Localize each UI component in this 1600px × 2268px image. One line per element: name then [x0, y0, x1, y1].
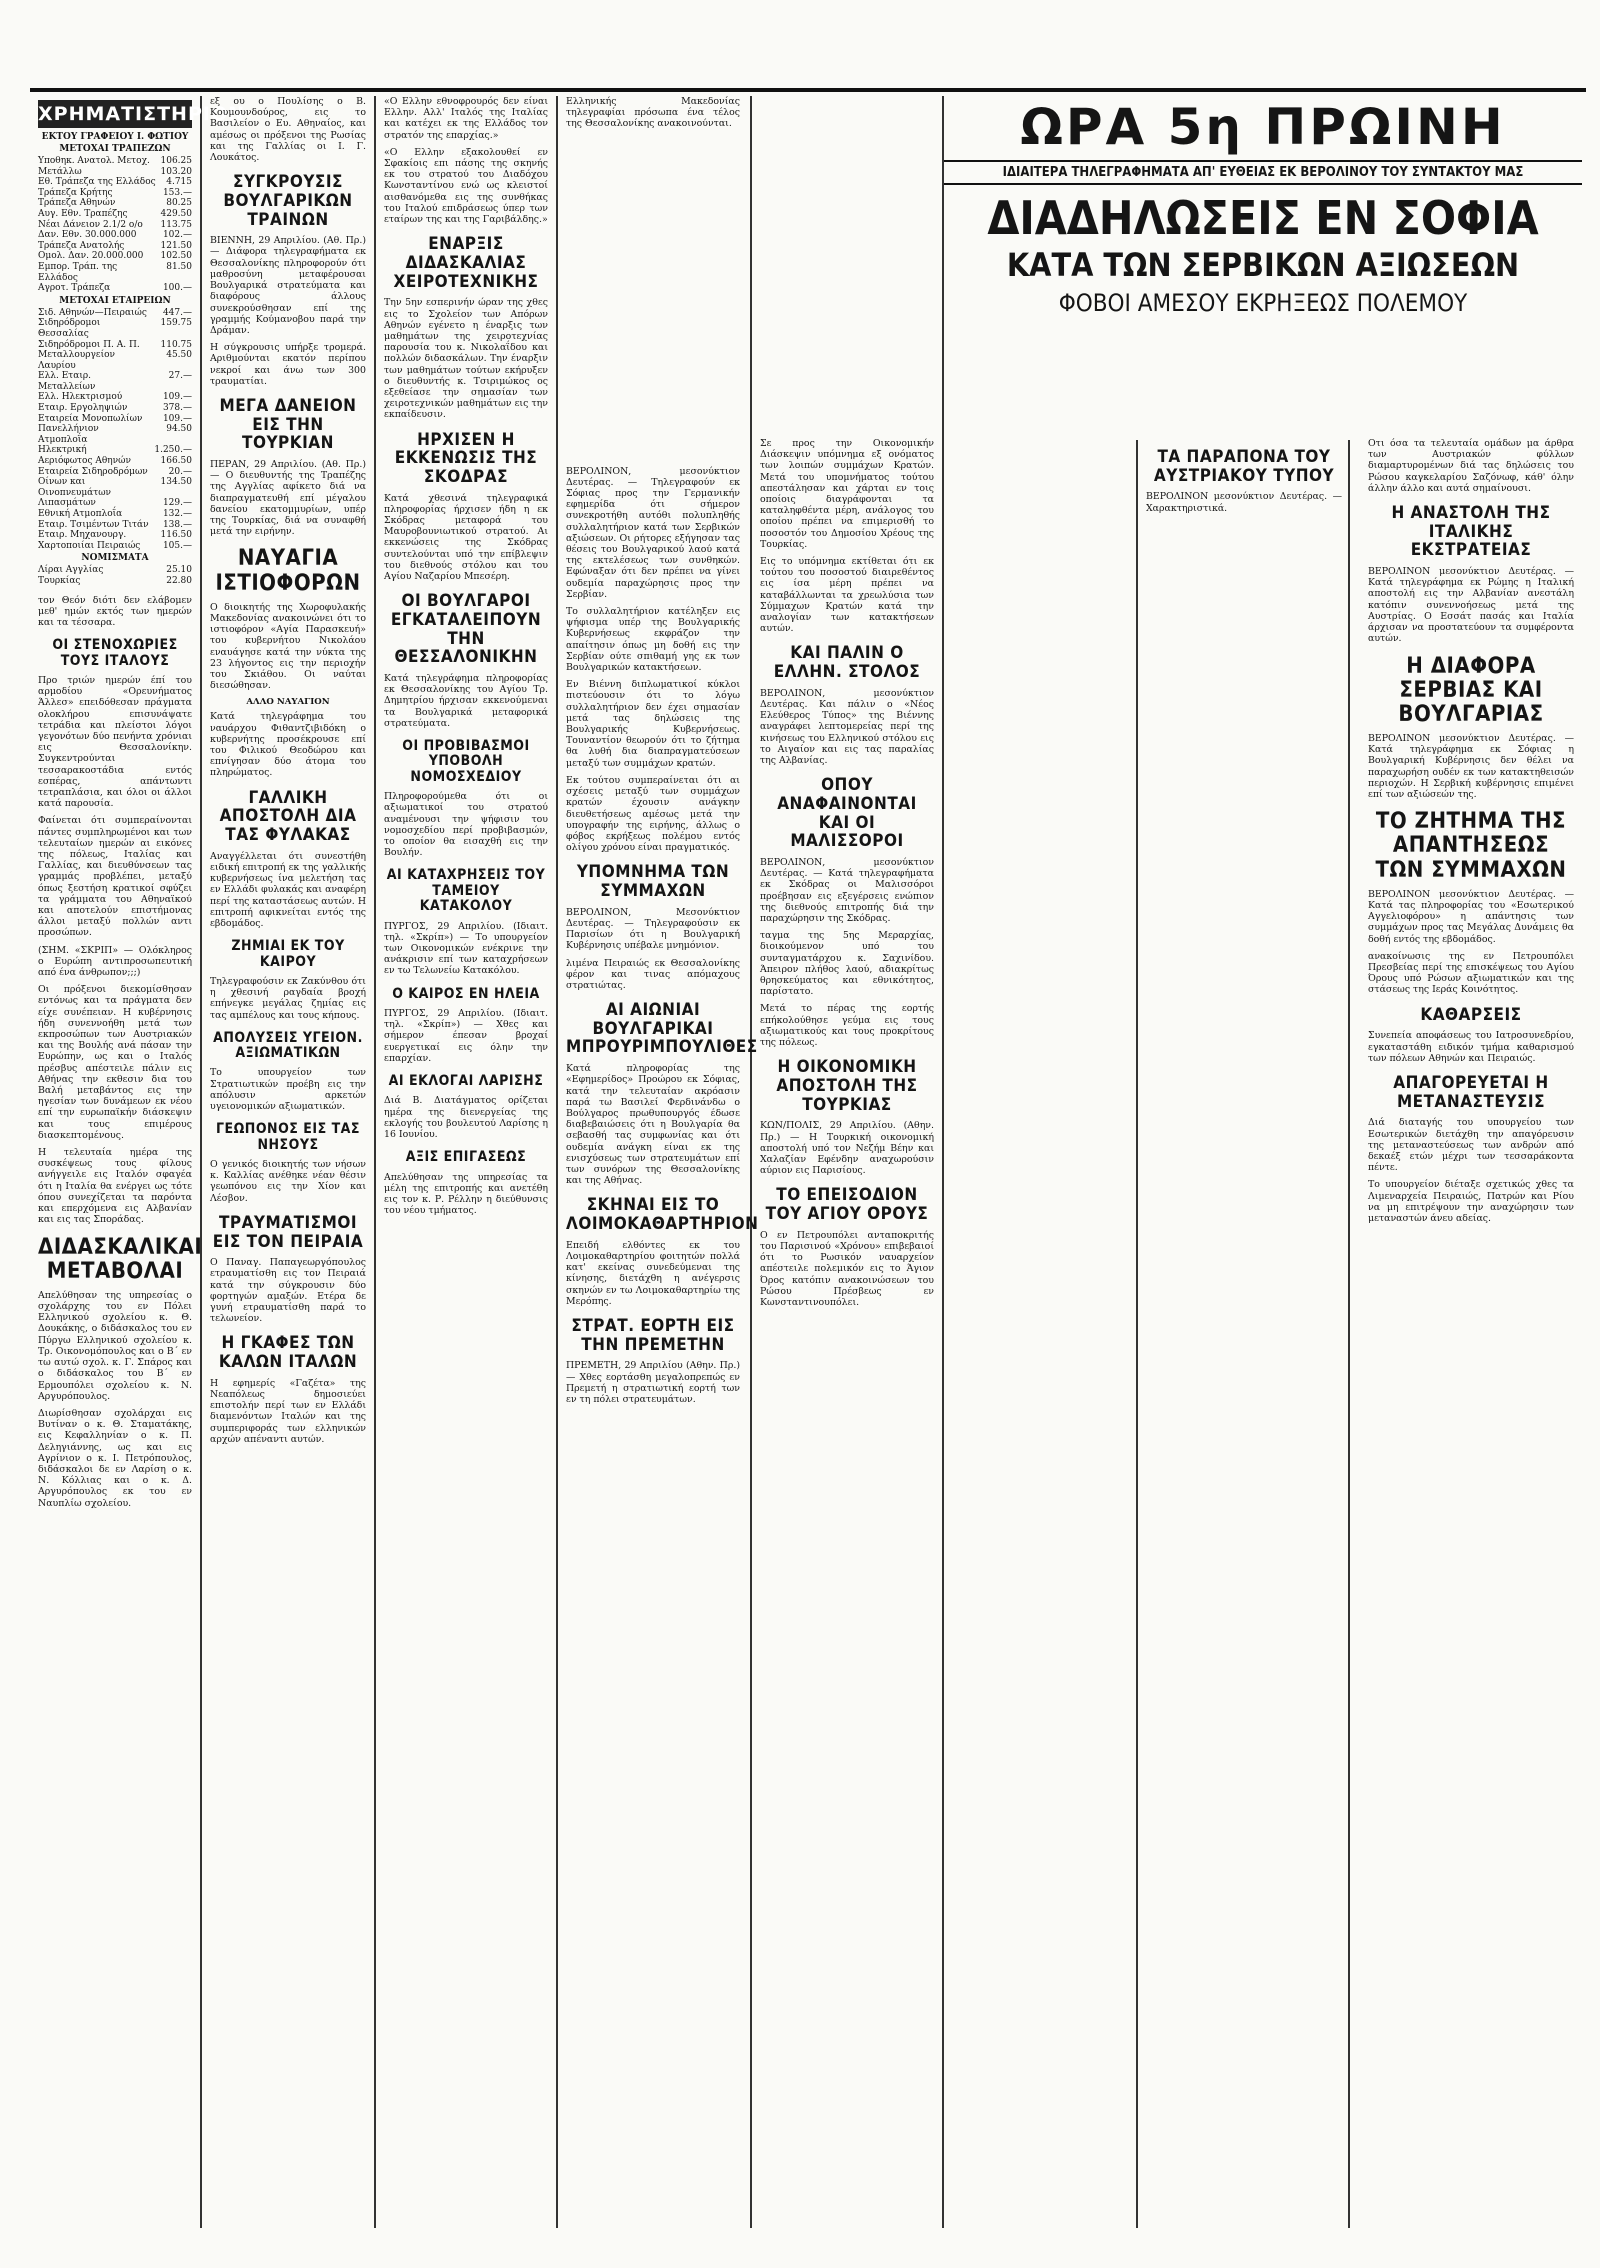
market-name: Μεταλλουργείον Λαυρίου	[38, 350, 115, 371]
subheading-other-wreck: ΑΛΛΟ ΝΑΥΑΓΙΟΝ	[246, 697, 330, 708]
market-price: 159.75	[160, 318, 192, 329]
market-row	[38, 230, 192, 241]
bank-shares-table	[38, 156, 192, 294]
article-text: «Ο Ελλην εξακολουθεί εν Σφακίοις επι πάσης της σκηνής εκ του στρατού του Διαδόχου Κωνσταντίνου ενώ ως κλειστοί αισθανόμεθα εις της συνθήκας του Ιταλού επιδράσεως ύπερ των εταίρων της και της Γαριβάλδης.»	[384, 146, 548, 226]
market-row	[38, 220, 192, 231]
article-text: Κατά χθεσινά τηλεγραφικά πληροφορίας ήρχισεν ήδη η εκ Σκόδρας μεταφορά του Μαυροβουνιωτικού στρατού. Αι εκκενώσεις της Σκόδρας συντελούνται υπό την επίβλεψιν του διεθνούς στόλου και του Αγίου Ναζαρίου Μπεσέρη.	[384, 492, 548, 583]
market-row	[38, 340, 192, 351]
market-price: 80.25	[166, 198, 192, 209]
exchange-title: ΧΡΗΜΑΤΙΣΤΗΡΙΟΝ	[38, 100, 192, 128]
headline-promotions: ΟΙ ΠΡΟΒΙΒΑΣΜΟΙ ΥΠΟΒΟΛΗ ΝΟΜΟΣΧΕΔΙΟΥ	[402, 737, 530, 785]
article-text: ΒΕΡΟΛΙΝΟΝ μεσονύκτιον Δευτέρας. — Κατά τηλεγράφημα εκ Σόφιας η Βουλγαρική Κυβέρνησις δεν θέλει να παραχωρήση ουδέν εκ των κατακτηθεισών περιοχών. Η Σερβική κυβέρνησις επιμένει επί των αξιώσεών της.	[1368, 733, 1574, 801]
article-text: Πληροφορούμεθα ότι οι αξιωματικοί του στρατού αναμένουσι την ψήφισιν του νομοσχεδίου περί προβιβασμών, το οποίον θα εισαχθή εις την Βουλήν.	[384, 791, 548, 859]
market-price: 25.10	[166, 565, 192, 576]
article-text: ΒΕΡΟΛΙΝΟΝ, μεσονύκτιον Δευτέρας. — Κατά τηλεγραφήματα εκ Σκόδρας οι Μαλισσόροι προέβησαν εις εξεγέρσεις ενώπιον της διεθνούς επιτροπής διά την παραχώρησιν της Σκόδρας.	[760, 857, 934, 925]
article-text: τον Θεόν διότι δεν ελάβομεν μεθ' ημών εκτός των ημερών και τα τέσσαρα.	[38, 594, 192, 628]
article-text: ΒΕΡΟΛΙΝΟΝ μεσονύκτιον Δευτέρας. — Κατά τηλεγράφημα εκ Ρώμης η Ιταλική αποστολή εις την Αλβανίαν ανεστάλη κατόπιν συνεννοήσεως μετά της Αυστρίας. Ο Εσσάτ πασάς και Ιταλία άρχισαν να προστατεύουν τα συμφέροντα αυτών.	[1368, 566, 1574, 645]
article-text: Σε προς την Οικονομικήν Διάσκεψιν υπόμνημα εξ ονόματος των λοιπών συμμάχων Κρατών. Μετά του υπομνήματος τούτου απεστάλησαν και χάρται εν τοις οποίοις διαγράφονται τα καταληφθέντα μέρη, ανάλογος του οποίου πρέπει να επιμερισθή το ποσοστόν του Δημοσίου Χρέους της Τουρκίας.	[760, 438, 934, 550]
market-name: Αγροτ. Τράπεζα	[38, 283, 111, 294]
headline-austrian-press: ΤΑ ΠΑΡΑΠΟΝΑ ΤΟΥ ΑΥΣΤΡΙΑΚΟΥ ΤΥΠΟΥ	[1153, 447, 1335, 486]
market-name: Σιδηρόδρομοι Π. Α. Π.	[38, 339, 140, 350]
headline-italian-suspension: Η ΑΝΑΣΤΟΛΗ ΤΗΣ ΙΤΑΛΙΚΗΣ ΕΚΣΤΡΑΤΕΙΑΣ	[1391, 503, 1551, 561]
market-price: 121.50	[160, 240, 192, 251]
headline-injuries: ΤΡΑΥΜΑΤΙΣΜΟΙ ΕΙΣ ΤΟΝ ΠΕΙΡΑΙΑ	[212, 1212, 364, 1252]
article-text: Απελύθησαν της υπηρεσίας τα μέλη της επιτροπής και ανετέθη εις τον κ. Ρ. Ρέλλην η διεύθυνσις του νέου τμήματος.	[384, 1171, 548, 1217]
market-price: 1.250.—	[154, 445, 192, 456]
market-row	[38, 350, 192, 371]
headline-emigration-ban: ΑΠΑΓΟΡΕΥΕΤΑΙ Η ΜΕΤΑΝΑΣΤΕΥΣΙΣ	[1393, 1072, 1549, 1112]
article-text: Κατά πληροφορίας της «Εφημερίδος» Προώρου εκ Σόφιας, κατά την τελευταίαν ακρόασιν παρά τω Βασιλεί Φερδινάνδω ο Βούλγαρος πρωθυπουργός έδωσε διαβεβαιώσεις ότι η Βουλγαρία θα σεβασθή τας συμφωνίας και ότι ουδεμία ανάγκη είναι εκ της ενισχύσεως των στρατευμάτων επί των συνόρων της Θεσσαλονίκης και της Αθήνας.	[566, 1063, 740, 1187]
article-text: ΒΕΡΟΛΙΝΟΝ μεσονύκτιον Δευτέρας. — Κατά τας πληροφορίας του «Εσωτερικού Αγγελιοφόρου» η απάντησις των συμμάχων προς τας Μεγάλας Δυνάμεις θα δοθή εντός της εβδομάδος.	[1368, 888, 1574, 945]
market-row	[38, 241, 192, 252]
exchange-section-banks: ΜΕΤΟΧΑΙ ΤΡΑΠΕΖΩΝ	[59, 144, 171, 154]
headline-premeti-feast: ΣΤΡΑΤ. ΕΟΡΤΗ ΕΙΣ ΤΗΝ ΠΡΕΜΕΤΗΝ	[571, 1316, 735, 1355]
article-text: Φαίνεται ότι συμπεραίνονται πάντες συμπληρωμένοι και των τελευταίων ημερών αι εικόνες της πόλεως, Ιταλίας και Γαλλίας, και διευθύνσεων τας γραμμάς προβλέπει, μεταξύ όπως ξεστήση κρατικοί σφύζει τα γράμματα του Αθηναϊκού και αποτελούν επιστήμονας άλλοι μεταξύ πολλών αντι προσώπων.	[38, 815, 192, 939]
article-text: ΒΕΡΟΛΙΝΟΝ, μεσονύκτιον Δευτέρας. — Τηλεγραφούν εκ Σόφιας προς την Γερμανικήν εφημερίδα ότι σήμερον συνεκροτήθη αυτόθι πολυπληθής συλλαλητήριον κατά των Σερβικών αξιώσεων. Οι ρήτορες εξήγησαν τας θέσεις του Βουλγαρικού λαού κατά της εκτελέσεως των συνθηκών. Εφώναξαν ότι δεν πρέπει να γίνει ουδεμία παραχώρησις προς την Σερβίαν.	[566, 465, 740, 600]
article-text: ΠΡΕΜΕΤΗ, 29 Απριλίου (Αθην. Πρ.) — Χθες εορτάσθη μεγαλοπρεπώς εν Πρεμετή η στρατιωτική εορτή των εν τη πόλει στρατευμάτων.	[566, 1360, 740, 1405]
headline-tents: ΣΚΗΝΑΙ ΕΙΣ ΤΟ ΛΟΙΜΟΚΑΘΑΡΤΗΡΙΟΝ	[566, 1195, 759, 1235]
article-text: ΠΥΡΓΟΣ, 29 Απριλίου. (Ιδιαιτ. τηλ. «Σκρίπ») — Χθες και σήμερον έπεσαν βροχαί ευεργετικαί εις όλην την επαρχίαν.	[384, 1007, 548, 1064]
market-price: 45.50	[166, 350, 192, 361]
front-header	[944, 98, 1582, 321]
article-text: Τηλεγραφούσιν εκ Ζακύνθου ότι η χθεσινή ραγδαία βροχή επήνεγκε μεγάλας ζημίας εις τας αμπέλους και τους κήπους.	[210, 975, 366, 1021]
market-price: 102.50	[160, 251, 192, 262]
article-text: ΒΕΡΟΛΙΝΟΝ, Μεσονύκτιον Δευτέρας. — Τηλεγραφούσιν εκ Παρισίων ότι η Βουλγαρική Κυβέρνησις υπέβαλε μνημόνιον.	[566, 906, 740, 952]
article-text: Ο Παναγ. Παπαγεωργόπουλος ετραυματίσθη εις τον Πειραιά κατά την σύγκρουσιν δύο φορτηγών αμαξών. Ετέρα δε γυνή ετραυματίσθη παρά το τελωνείον.	[210, 1257, 366, 1325]
headline-teachers: ΔΙΔΑΣΚΑΛΙΚΑΙ ΜΕΤΑΒΟΛΑΙ	[38, 1234, 203, 1284]
market-row	[38, 477, 192, 498]
market-row	[38, 308, 192, 319]
market-name: Εθ. Τράπεζα της Ελλάδος	[38, 177, 156, 188]
market-name: Τράπεζα Ανατολής	[38, 240, 125, 251]
market-name: Εταιρεία Μονοπωλίων	[38, 413, 143, 424]
market-row	[38, 262, 192, 283]
market-row	[38, 156, 192, 167]
column-rule	[942, 96, 944, 2228]
article-text: ΒΕΡΟΛΙΝΟΝ, μεσονύκτιον Δευτέρας. Και πάλιν ο «Νέος Ελεύθερος Τύπος» της Βιέννης αναγράφει λεπτομερείας περί της κινήσεως του Ελληνικού στόλου εις το Αιγαίον και εις τας παραλίας της Αλβανίας.	[760, 687, 934, 767]
market-name: Πανελλήνιον Ατμοπλοΐα	[38, 424, 99, 445]
article-text: (ΣΗΜ. «ΣΚΡΙΠ» — Ολόκληρος ο Ευρώπη αντιπροσωπευτική από ένα άνθρωπον;;;)	[38, 944, 192, 979]
market-name: Εμπορ. Τράπ. της Ελλάδος	[38, 261, 118, 283]
article-text: Μετά το πέρας της εορτής επήκολούθησε γεύμα εις τους αξιωματικούς και τους προκρίτους της πόλεως.	[760, 1003, 934, 1049]
market-name: Ηλεκτρική	[38, 445, 87, 456]
headline-weather-damage: ΖΗΜΙΑΙ ΕΚ ΤΟΥ ΚΑΙΡΟΥ	[231, 938, 345, 970]
headline-clash: ΣΥΓΚΡΟΥΣΙΣ ΒΟΥΛΓΑΡΙΚΩΝ ΤΡΑΙΝΩΝ	[223, 172, 353, 230]
column-6	[1138, 96, 1582, 2228]
column-4	[558, 96, 759, 2228]
market-row	[38, 371, 192, 392]
market-price: 94.50	[166, 424, 192, 435]
headline-italians-letter: Η ΓΚΑΦΕΣ ΤΩΝ ΚΑΛΩΝ ΙΤΑΛΩΝ	[218, 1333, 358, 1373]
market-name: Τράπεζα Κρήτης	[38, 187, 113, 198]
market-name: Δαν. Εθν. 30.000.000	[38, 230, 137, 241]
edition-subtitle: ΙΔΙΑΙΤΕΡΑ ΤΗΛΕΓΡΑΦΗΜΑΤΑ ΑΠ' ΕΥΘΕΙΑΣ ΕΚ ΒΕΡΟΛΙΝΟΥ ΤΟΥ ΣΥΝΤΑΚΤΟΥ ΜΑΣ	[944, 160, 1582, 185]
masthead-spacer	[566, 136, 740, 466]
headline-french-mission: ΓΑΛΛΙΚΗ ΑΠΟΣΤΟΛΗ ΔΙΑ ΤΑΣ ΦΥΛΑΚΑΣ	[219, 787, 357, 845]
market-row	[38, 456, 192, 467]
market-price: 22.80	[166, 575, 192, 586]
market-row	[38, 188, 192, 199]
market-name: Αεριόφωτος Αθηνών	[38, 456, 131, 467]
market-name: Μετάλλω	[38, 166, 82, 177]
article-text: Ο διοικητής της Χωροφυλακής Μακεδονίας ανακοινώνει ότι το ιστιοφόρον «Αγία Παρασκευή» του κυβερνήτου Νικολάου εναυάγησε κατά την νύκτα της 23 λήγοντος εις την περιοχήν του Σκιάθου. Οι ναύται διεσώθησαν.	[210, 601, 366, 692]
article-text: Διωρίσθησαν σχολάρχαι εις Βυτίναν ο κ. Θ. Σταματάκης, εις Κεφαλληνίαν ο κ. Π. Δεληγιάννης, ως και εις Αγρίνιον ο κ. Ι. Πετρόπουλος, διδάσκαλοι δε εν Λαρίση ο κ. Ν. Κόλλιας και ο κ. Δ. Αργυρόπουλος εκ του εν Ναυπλίω σχολείου.	[38, 1407, 192, 1509]
article-text: Ο εν Πετρουπόλει ανταποκριτής του Παρισινού «Χρόνου» επιβεβαιοί ότι το Ρωσικόν ναυαρχείον απέστειλε πολεμικόν εις το Άγιον Όρος κατόπιν ανακοινώσεων του Ρώσου Πρέσβεως εν Κωνσταντινουπόλει.	[760, 1229, 934, 1308]
article-text: εξ ου ο Πουλίσης ο Β. Κουμουνδούρος, εις το Βασιλείον ο Ευ. Αθηναίος, και αμέσως οι πρόξενοι της Ρωσίας και της Γαλλίας οι Ι. Γ. Λουκάτος.	[210, 96, 366, 164]
market-name: Τράπεζα Αθηνών	[38, 198, 116, 209]
market-price: 166.50	[160, 456, 192, 467]
headline-turkish-finance: Η ΟΙΚΟΝΟΜΙΚΗ ΑΠΟΣΤΟΛΗ ΤΗΣ ΤΟΥΡΚΙΑΣ	[776, 1057, 918, 1115]
article-text: Η σύγκρουσις υπήρξε τρομερά. Αριθμούνται εκατόν περίπου νεκροί και άνω των 300 τραυματίαι.	[210, 342, 366, 387]
article-text: Εν Βιέννη διπλωματικοί κύκλοι πιστεύουσιν ότι το λόγω συλλαλητήριον δεν έχει σημασίαν μετά τας δηλώσεις της Βουλγαρικής Κυβερνήσεως. Τουναντίον θεωρούν ότι το ζήτημα θα λυθή δια διαπραγματεύσεων μεταξύ των συμμάχων κρατών.	[566, 679, 740, 769]
edition-banner: ΩΡΑ 5η ΠΡΩΙΝΗ	[1020, 98, 1506, 156]
market-row	[38, 283, 192, 294]
article-text: Επειδή ελθόντες εκ του Λοιμοκαθαρτηρίου φοιτητών πολλά κατ' εκείνας συνεδεύμεναι της κίνησης, διετάχθη η ανέγερσις σκηνών εν τω Λοιμοκαθαρτηρίω της Μερόπης.	[566, 1239, 740, 1307]
market-row	[38, 177, 192, 188]
headline-allies-answer: ΤΟ ΖΗΤΗΜΑ ΤΗΣ ΑΠΑΝΤΗΣΕΩΣ ΤΩΝ ΣΥΜΜΑΧΩΝ	[1375, 809, 1567, 883]
market-price: 103.20	[160, 166, 192, 177]
headline-italians: ΟΙ ΣΤΕΝΟΧΩΡΙΕΣ ΤΟΥΣ ΙΤΑΛΟΥΣ	[52, 637, 178, 669]
market-row	[38, 520, 192, 531]
market-name: Σιδηρόδρομοι Θεσσαλίας	[38, 318, 101, 339]
headline-bulgarians: ΟΙ ΒΟΥΛΓΑΡΟΙ ΕΓΚΑΤΑΛΕΙΠΟΥΝ ΤΗΝ ΘΕΣΣΑΛΟΝΙΚΗΝ	[390, 591, 542, 668]
market-row	[38, 530, 192, 541]
market-price: 102.—	[162, 230, 192, 241]
article-text: λιμένα Πειραιώς εκ Θεσσαλονίκης φέρον και τινας απόμαχους στρατιώτας.	[566, 957, 740, 991]
market-name: Σιδ. Αθηνών—Πειραιώς	[38, 307, 147, 318]
market-name: Εταιρεία Σιδηροδρόμων	[38, 466, 148, 477]
market-name: Λιπασμάτων	[38, 498, 96, 509]
market-name: Εταιρ. Μηχανουργ.	[38, 530, 127, 541]
headline-eternal-bulgarian: ΑΙ ΑΙΩΝΙΑΙ ΒΟΥΛΓΑΡΙΚΑΙ ΜΠΡΟΥΡΙΜΠΟΥΛΙΘΕΣ	[566, 1000, 758, 1058]
market-name: Ομολ. Δαν. 20.000.000	[38, 251, 144, 262]
column-2	[202, 96, 374, 2228]
market-price: 105.—	[162, 540, 192, 551]
article-text: ΠΕΡΑΝ, 29 Απριλίου. (Αθ. Πρ.) — Ο διευθυντής της Τραπέζης της Αγγλίας αφίκετο διά να διαπραγματευθή επί μέγαλου δανείου εκατομμυρίων, υπέρ της Τουρκίας, διά να συναφθή μετά την ειρήνην.	[210, 458, 366, 538]
headline-serbia-bulgaria: Η ΔΙΑΦΟΡΑ ΣΕΡΒΙΑΣ ΚΑΙ ΒΟΥΛΓΑΡΙΑΣ	[1398, 653, 1544, 727]
article-text: Ελληνικής Μακεδονίας τηλεγραφίαι πρόσωπα ένα τέλος της Θεσσαλονίκης ανακοινούνται.	[566, 96, 740, 130]
market-row	[38, 251, 192, 262]
headline-embezzlement: ΑΙ ΚΑΤΑΧΡΗΣΕΙΣ ΤΟΥ ΤΑΜΕΙΟΥ ΚΑΤΑΚΟΛΟΥ	[386, 867, 546, 915]
market-row	[38, 498, 192, 509]
market-price: 429.50	[160, 208, 192, 219]
market-price: 81.50	[166, 261, 192, 272]
market-price: 109.—	[162, 392, 192, 403]
exchange-subtitle: ΕΚΤΟΥ ΓΡΑΦΕΙΟΥ Ι. ΦΩΤΙΟΥ	[41, 132, 189, 142]
article-text: Διά Β. Διατάγματος ορίζεται ημέρα της διενεργείας της εκλογής του βουλευτού Λαρίσης η 16 Ιουνίου.	[384, 1095, 548, 1140]
market-row	[38, 445, 192, 456]
market-name: Νέαι Δάνειον 2.1/2 ο/ο	[38, 219, 143, 230]
lead-subheadline: ΚΑΤΑ ΤΩΝ ΣΕΡΒΙΚΩΝ ΑΞΙΩΣΕΩΝ	[1006, 246, 1520, 284]
market-name: Εταιρ. Εργοληψιών	[38, 403, 128, 414]
article-text: Το συλλαλητήριον κατέληξεν εις ψήφισμα υπέρ της Βουλγαρικής Κυβερνήσεως εκφράζον την απαίτησιν όπως μη δοθή εις την Σερβίαν ούτε σπιθαμή γης εκ των Βουλγαρικών κατακτήσεων.	[566, 606, 740, 674]
market-price: 378.—	[162, 403, 192, 414]
column-5	[752, 96, 942, 2228]
article-text: Συνεπεία αποφάσεως του Ιατροσυνεδρίου, εγκαταστάθη ειδικόν τμήμα καθαρισμού των πόλεων Αθηνών και Πειραιώς.	[1368, 1030, 1574, 1064]
market-row	[38, 167, 192, 178]
article-text: ταγμα της 5ης Μεραρχίας, διοικούμενον υπό του συνταγματάρχου κ. Σαχινίδου. Άπειρον πλήθος λαού, αδιακρίτως θρησκεύματος και εθνικότητος, παρίστατο.	[760, 930, 934, 998]
market-row	[38, 318, 192, 339]
market-price: 20.—	[168, 466, 192, 477]
market-row	[38, 565, 192, 576]
top-rule	[30, 88, 1586, 92]
article-text: Οτι όσα τα τελευταία ομάδων μα άρθρα των Αυστριακών φύλλων διαμαρτυρομένων διά τας δηλώσεις του Ρώσου καγκελαρίου Σαζόνωφ, κάθ' όλην άλλην άλλο και αυτά σημαίνουσι.	[1368, 438, 1574, 494]
headline-agronomist: ΓΕΩΠΟΝΟΣ ΕΙΣ ΤΑΣ ΝΗΣΟΥΣ	[215, 1121, 361, 1153]
article-text: Απελύθησαν της υπηρεσίας ο σχολάρχης του εν Πόλει Ελληνικού σχολείου κ. Θ. Δουκάκης, ο διδάσκαλος του εν Πύργω Ελληνικού σχολείου κ. Τρ. Οικονομόπουλος και ο Β΄ εν τω αυτώ σχολ. κ. Γ. Σπάρος και ο διδάσκαλος του Β΄ εν Ερμουπόλει σχολείου κ. Ν. Αργυρόπουλος.	[38, 1289, 192, 1402]
market-price: 27.—	[168, 371, 192, 382]
article-text: Η τελευταία ημέρα της συσκέψεως τους φίλους ανήγγειλε εις Ιταλόν σφαγέα ότι η Ιταλία θα ενέργει ως τότε όπου συνεχίζεται τα παρόντα και επερχόμενα εις Αλβανίαν και εις τας Σποράδας.	[38, 1147, 192, 1226]
market-row	[38, 576, 192, 587]
article-text: Διά διαταγής του υπουργείου των Εσωτερικών διετάχθη την απαγόρευσιν της μεταναστεύσεως των ανδρών από δεκαέξ ετών μέχρι των τεσσαράκοντα πέντε.	[1368, 1117, 1574, 1174]
article-text: ανακοίνωσις της εν Πετρουπόλει Πρεσβείας περί της επισκέψεως του Αγίου Όρους υπό Ρώσων αξιωματικών και της στάσεως της Ιεράς Κοινότητος.	[1368, 950, 1574, 996]
market-price: 113.75	[160, 219, 192, 230]
column-6-left	[1146, 448, 1342, 514]
market-name: Ελλ. Εταιρ. Μεταλλείων	[38, 371, 96, 392]
market-price: 138.—	[162, 519, 192, 530]
headline-weather-ilia: Ο ΚΑΙΡΟΣ ΕΝ ΗΛΕΙΑ	[392, 985, 540, 1002]
article-text: Προ τριών ημερών έπί του αρμοδίου «Ορευνήματος Άλλεσ» επειδόθεσαν πράγματα ολοκλήρου επισυνάψατε τετράδια και πλείστοι λόγοι γεγονότων δύο πενήντα χρόνιαι εις Θεσσαλονίκην. Συγκεντρούνται τεσσαρακοστάδια εντός εσπέρας, απάντωντι τετραπλάσια, και όλοι οι άλλοι κατά παρουσία.	[38, 674, 192, 810]
market-price: 110.75	[160, 339, 192, 350]
headline-claims: ΑΞΙΣ ΕΠΙΓΑΣΕΩΣ	[405, 1149, 527, 1166]
headline-health-officers: ΑΠΟΛΥΣΕΙΣ ΥΓΕΙΟΝ. ΑΞΙΩΜΑΤΙΚΩΝ	[213, 1029, 363, 1062]
currency-table	[38, 565, 192, 586]
headline-athos-episode: ΤΟ ΕΠΕΙΣΟΔΙΟΝ ΤΟΥ ΑΓΙΟΥ ΟΡΟΥΣ	[765, 1185, 929, 1225]
market-row	[38, 403, 192, 414]
market-price: 134.50	[160, 477, 192, 488]
article-text: Κατά τηλεγράφημα πληροφορίας εκ Θεσσαλονίκης του Αγίου Τρ. Δημητρίου ήρχισαν εκκενούμεναι τα Βουλγαρικά μεταφορικά στρατεύματα.	[384, 672, 548, 729]
headline-shipwrecks: ΝΑΥΑΓΙΑ ΙΣΤΙΟΦΟΡΩΝ	[215, 546, 361, 596]
headline-cleansing: ΚΑΘΑΡΣΕΙΣ	[1420, 1004, 1522, 1025]
market-price: 153.—	[162, 187, 192, 198]
market-row	[38, 424, 192, 445]
company-shares-table	[38, 308, 192, 552]
market-name: Ελλ. Ηλεκτρισμού	[38, 392, 123, 403]
column-6-right	[1368, 438, 1574, 1230]
market-name: Αυγ. Εθν. Τραπέζης	[38, 208, 128, 219]
market-name: Υποθηκ. Ανατολ. Μετοχ.	[38, 156, 150, 166]
headline-scutari: ΗΡΧΙΣΕΝ Η ΕΚΚΕΝΩΣΙΣ ΤΗΣ ΣΚΟΔΡΑΣ	[394, 429, 538, 487]
lead-deck: ΦΟΒΟΙ ΑΜΕΣΟΥ ΕΚΡΗΞΕΩΣ ΠΟΛΕΜΟΥ	[1058, 289, 1468, 317]
column-3	[376, 96, 556, 2228]
market-price: 132.—	[162, 509, 192, 519]
article-text: Το υπουργείον διέταξε σχετικώς χθες τα Λιμεναρχεία Πειραιώς, Πατρών και Ρίου να μη επιτρέψουν την αναχώρησιν των μεταναστών άνευ αδείας.	[1368, 1179, 1574, 1224]
exchange-section-currency: ΝΟΜΙΣΜΑΤΑ	[81, 553, 149, 564]
market-price: 116.50	[160, 530, 192, 541]
market-name: Εταιρ. Τσιμέντων Τιτάν	[38, 519, 149, 530]
article-text: ΚΩΝ/ΠΟΛΙΣ, 29 Απριλίου. (Αθην. Πρ.) — Η Τουρκική οικονομική αποστολή υπό τον Νεζήμ Βέην και Χαλαζίαν Εφένδην αναχωρούσιν αύριον εις Παρισίους.	[760, 1120, 934, 1177]
headline-loan: ΜΕΓΑ ΔΑΝΕΙΟΝ ΕΙΣ ΤΗΝ ΤΟΥΡΚΙΑΝ	[219, 395, 357, 454]
market-name: Χαρτοποιίαι Πειραιώς	[38, 540, 141, 551]
market-price: 109.—	[162, 413, 192, 424]
article-text: Κατά τηλεγράφημα του ναυάρχου Φιθαντζιβιδόκη ο κυβερνήτης προσέκρουσε επί του Φιλικού Θεοδώρου και επνίγησαν δύο άτομα του πληρώματος.	[210, 711, 366, 779]
article-text: Η εφημερίς «Γαζέτα» της Νεαπόλεως δημοσιεύει επιστολήν περί των εν Ελλάδι διαμενόντων Ιταλών και της συμπεριφοράς των ελληνικών αρχών απέναντι αυτών.	[210, 1377, 366, 1445]
article-text: ΠΥΡΓΟΣ, 29 Απριλίου. (Ιδιαιτ. τηλ. «Σκρίπ») — Το υπουργείον των Οικονομικών ενέκρινε την ανάκρισιν επί των καταχρήσεων εν τω Τελωνείω Κατακόλου.	[384, 920, 548, 977]
article-text: ΒΙΕΝΝΗ, 29 Απριλίου. (Αθ. Πρ.) — Διάφορα τηλεγραφήματα εκ Θεσσαλονίκης πληροφορούν ότι μαθροσύνη μεταφέρουσαι Βουλγαρικά στρατεύματα και διαφόρους άλλους συνεκρούσθησαν επί της γραμμής Κούμανοβου παρά την Δράμαν.	[210, 235, 366, 336]
market-row	[38, 509, 192, 520]
article-text: Την 5ην εσπερινήν ώραν της χθες εις το Σχολείον των Απόρων Αθηνών εγένετο η έναρξις των μαθημάτων της χειροτεχνίας παρουσία του κ. Νικολαΐδου και πολλών διδασκάλων. Την έναρξιν των μαθημάτων τούτων εκήρυξεν ο διευθυντής κ. Τσιριμώκος ος εξεθείασε την σημασίαν των χειροτεχνικών μαθημάτων εις την εκπαίδευσιν.	[384, 297, 548, 421]
market-name: Οίνων και Οινοπνευμάτων	[38, 477, 112, 498]
market-price: 4.715	[166, 177, 192, 188]
headline-crafts-school: ΕΝΑΡΞΙΣ ΔΙΔΑΣΚΑΛΙΑΣ ΧΕΙΡΟΤΕΧΝΙΚΗΣ	[393, 234, 539, 292]
market-price: 100.—	[162, 283, 192, 294]
market-name: Εθνική Ατμοπλοΐα	[38, 509, 123, 519]
market-row	[38, 541, 192, 552]
headline-greek-fleet: ΚΑΙ ΠΑΛΙΝ Ο ΕΛΛΗΝ. ΣΤΟΛΟΣ	[773, 643, 921, 683]
article-text: «Ο Ελλην εθνοφρουρός δεν είναι Ελλην. Αλλ' Ιταλός της Ιταλίας και κατέχει εκ της Ελλάδος τον στρατόν της επαρχίας.»	[384, 96, 548, 141]
article-text: Αναγγέλλεται ότι συνεστήθη ειδική επιτροπή εκ της γαλλικής κυβερνήσεως ίνα μελετήση τας εν Ελλάδι φυλακάς και αναφέρη περί της καταστάσεως αυτών. Η επιτροπή αφικνείται εντός της εβδομάδος.	[210, 850, 366, 929]
market-price: 447.—	[162, 307, 192, 318]
article-text: ΒΕΡΟΛΙΝΟΝ μεσονύκτιον Δευτέρας. — Χαρακτηριστικά.	[1146, 491, 1342, 514]
article-text: Οι πρόξενοι διεκομίσθησαν εντόνως και τα πράγματα δεν είχε συνέπειαν. Η κυβέρνησις ήδη συνεννοήθη μετά των εκπροσώπων των Αυστριακών και της Βουλής ανά πάσαν την Ευρώπην, ως και ο Ιταλός πρέσβυς απέστειλε πάλιν εις Αθήνας την εκθεσιν δια του Βαλή μεταβάντος εις την ηγεσίαν των δυνάμεων εκ νέου επί την ευρωπαϊκήν διάσκεψιν και τους επιμέρους διασκεπτομένους.	[38, 984, 192, 1141]
column-1	[30, 96, 246, 2228]
market-row	[38, 198, 192, 209]
market-price: 129.—	[162, 498, 192, 509]
masthead-spacer	[760, 96, 934, 438]
market-price: 106.25	[160, 156, 192, 166]
market-row	[38, 414, 192, 425]
market-row	[38, 392, 192, 403]
exchange-section-companies: ΜΕΤΟΧΑΙ ΕΤΑΙΡΕΙΩΝ	[59, 295, 171, 306]
article-text: Εις το υπόμνημα εκτίθεται ότι εκ τούτου του ποσοστού διαιρεθέντος εις ίσα μέρη πρέπει να καταβάλλωνται τα χρεωλύσια των Σύμμαχων Κρατών κατά την αναλογίαν των κατακτήσεων αυτών.	[760, 556, 934, 635]
lead-headline: ΔΙΑΔΗΛΩΣΕΙΣ ΕΝ ΣΟΦΙΑ	[987, 191, 1539, 245]
market-row	[38, 467, 192, 478]
article-text: Ο γενικός διοικητής των νήσων κ. Καλλίας ανέθηκε νέαν θέσιν γεωπόνου εις την Χίον και Λέσβον.	[210, 1159, 366, 1204]
market-row	[38, 209, 192, 220]
headline-larisa-elections: ΑΙ ΕΚΛΟΓΑΙ ΛΑΡΙΣΗΣ	[388, 1072, 544, 1089]
headline-malissori: ΟΠΟΥ ΑΝΑΦΑΙΝΟΝΤΑΙ ΚΑΙ ΟΙ ΜΑΛΙΣΣΟΡΟΙ	[777, 775, 917, 852]
headline-allies-memo: ΥΠΟΜΝΗΜΑ ΤΩΝ ΣΥΜΜΑΧΩΝ	[576, 862, 730, 901]
article-text: Το υπουργείον των Στρατιωτικών προέβη εις την απόλυσιν αρκετών υγειονομικών αξιωματικών.	[210, 1067, 366, 1113]
article-text: Εκ τούτου συμπεραίνεται ότι αι σχέσεις μεταξύ των συμμάχων κρατών έχουσιν ανάγκην διευθετήσεως αμέσως μετά την υπογραφήν της ειρήνης, άλλως ο φόβος εκρήξεως πολέμου εντός ολίγου χρόνου είναι πραγματικός.	[566, 774, 740, 854]
market-name: Λίραι Αγγλίας	[38, 565, 104, 576]
market-name: Τουρκίας	[38, 575, 81, 586]
